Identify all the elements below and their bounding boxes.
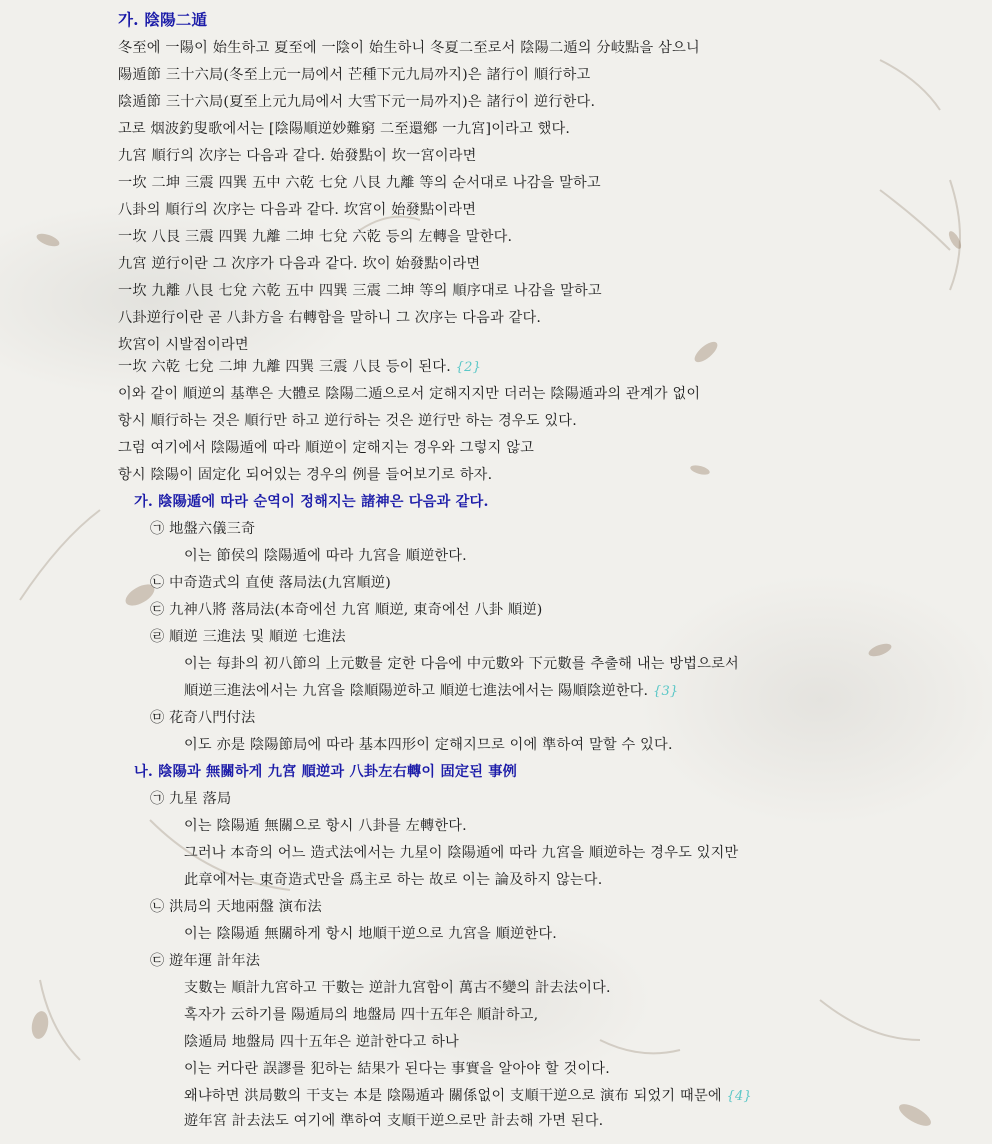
- list-item-desc: 이는 每卦의 初八節의 上元數를 定한 다음에 中元數와 下元數를 추출해 내는 방법으로서: [184, 656, 739, 672]
- footnote-link[interactable]: {3}: [652, 684, 679, 699]
- list-item-desc: 이도 亦是 陰陽節局에 따라 基本四形이 定해지므로 이에 準하여 말할 수 있다.: [184, 737, 673, 753]
- text-line: 一坎 二坤 三震 四巽 五中 六乾 七兌 八艮 九離 等의 순서대로 나감을 말하고: [118, 175, 601, 191]
- list-item: ㉠ 九星 落局: [150, 791, 232, 807]
- list-item: ㉡ 中奇造式의 直使 落局法(九宮順逆): [150, 575, 391, 591]
- section-title: 가. 陰陽二遁: [118, 10, 208, 29]
- text-line: 九宮 逆行이란 그 次序가 다음과 같다. 坎이 始發點이라면: [118, 256, 481, 272]
- list-item-desc: 이는 陰陽遁 無關하게 항시 地順干逆으로 九宮을 順逆한다.: [184, 926, 557, 942]
- text-line: 九宮 順行의 次序는 다음과 같다. 始發點이 坎一宮이라면: [118, 148, 477, 164]
- list-item: ㉡ 洪局의 天地兩盤 演布法: [150, 899, 322, 915]
- text-line: 八卦의 順行의 次序는 다음과 같다. 坎宮이 始發點이라면: [118, 202, 477, 218]
- text-line: 항시 順行하는 것은 順行만 하고 逆行하는 것은 逆行만 하는 경우도 있다.: [118, 413, 577, 429]
- list-item: ㉤ 花奇八門付法: [150, 710, 256, 726]
- text-line: 이와 같이 順逆의 基準은 大體로 陰陽二遁으로서 定해지지만 더러는 陰陽遁과의 관계가 없이: [118, 386, 701, 402]
- text-span: 順逆三進法에서는 九宮을 陰順陽逆하고 順逆七進法에서는 陽順陰逆한다.: [184, 683, 649, 699]
- text-span: 一坎 六乾 七兌 二坤 九離 四巽 三震 八艮 등이 된다.: [118, 359, 451, 375]
- text-line: 항시 陰陽이 固定化 되어있는 경우의 例를 들어보기로 하자.: [118, 467, 493, 483]
- list-item-desc: 이는 커다란 誤謬를 犯하는 結果가 된다는 事實을 알아야 할 것이다.: [184, 1061, 610, 1077]
- list-item-desc: 遊年宮 計去法도 여기에 準하여 支順干逆으로만 計去해 가면 된다.: [184, 1113, 604, 1129]
- list-item-desc: 陰遁局 地盤局 四十五年은 逆計한다고 하나: [184, 1034, 459, 1050]
- list-item: ㉢ 遊年運 計年法: [150, 953, 261, 969]
- text-line: 陽遁節 三十六局(冬至上元一局에서 芒種下元九局까지)은 諸行이 順行하고: [118, 67, 591, 83]
- list-item: ㉣ 順逆 三進法 및 順逆 七進法: [150, 629, 346, 645]
- footnote-link[interactable]: {4}: [726, 1089, 752, 1104]
- list-item-desc: 支數는 順計九宮하고 干數는 逆計九宮함이 萬古不變의 計去法이다.: [184, 980, 611, 996]
- subsection-heading-na: 나. 陰陽과 無關하게 九宮 順逆과 八卦左右轉이 固定된 事例: [134, 764, 518, 780]
- text-span: 왜냐하면 洪局數의 干支는 本是 陰陽遁과 關係없이 支順干逆으로 演布 되었기 때문에: [184, 1088, 722, 1104]
- text-line: [118, 358, 481, 377]
- text-line: 一坎 九離 八艮 七兌 六乾 五中 四巽 三震 二坤 等의 順序대로 나감을 말하고: [118, 283, 602, 299]
- text-line: 一坎 八艮 三震 四巽 九離 二坤 七兌 六乾 등의 左轉을 말한다.: [118, 229, 513, 245]
- list-item-desc: [184, 1087, 752, 1106]
- text-line: 陰遁節 三十六局(夏至上元九局에서 大雪下元一局까지)은 諸行이 逆行한다.: [118, 94, 596, 110]
- text-line: 그럼 여기에서 陰陽遁에 따라 順逆이 定해지는 경우와 그렇지 않고: [118, 440, 535, 456]
- list-item-desc: 이는 陰陽遁 無關으로 항시 八卦를 左轉한다.: [184, 818, 467, 834]
- list-item-desc: 그러나 本奇의 어느 造式法에서는 九星이 陰陽遁에 따라 九宮을 順逆하는 경우도 있지만: [184, 845, 739, 861]
- list-item-desc: 이는 節侯의 陰陽遁에 따라 九宮을 順逆한다.: [184, 548, 467, 564]
- text-line: 고로 烟波釣叟歌에서는 [陰陽順逆妙難窮 二至還鄕 一九宮]이라고 했다.: [118, 121, 571, 137]
- list-item-desc: 此章에서는 東奇造式만을 爲主로 하는 故로 이는 論及하지 않는다.: [184, 872, 603, 888]
- text-line: 冬至에 一陽이 始生하고 夏至에 一陰이 始生하니 冬夏二至로서 陰陽二遁의 分岐點을 삼으니: [118, 40, 700, 56]
- subsection-heading-ga: 가. 陰陽遁에 따라 순역이 정해지는 諸神은 다음과 같다.: [134, 494, 489, 510]
- text-line: 八卦逆行이란 곧 八卦方을 右轉함을 말하니 그 次序는 다음과 같다.: [118, 310, 542, 326]
- list-item-desc: 혹자가 云하기를 陽遁局의 地盤局 四十五年은 順計하고,: [184, 1007, 539, 1023]
- list-item-desc: [184, 682, 678, 701]
- text-line: 坎宮이 시발점이라면: [118, 337, 249, 353]
- list-item: ㉠ 地盤六儀三奇: [150, 521, 256, 537]
- list-item: ㉢ 九神八將 落局法(本奇에선 九宮 順逆, 東奇에선 八卦 順逆): [150, 602, 543, 618]
- footnote-link[interactable]: {2}: [455, 360, 482, 375]
